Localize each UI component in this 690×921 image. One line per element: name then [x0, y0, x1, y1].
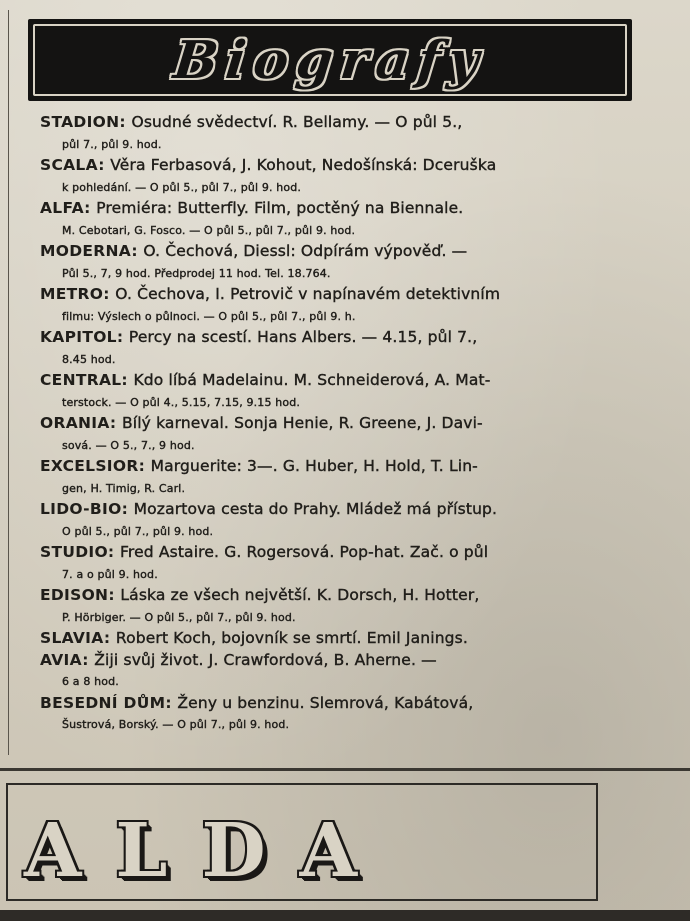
listing-line [40, 241, 640, 263]
listing-line [40, 263, 640, 285]
listing-entry [40, 370, 640, 413]
listing-entry [40, 327, 640, 370]
section-title: Biografy [170, 29, 490, 91]
listing-line [40, 564, 640, 586]
listing-line [40, 155, 640, 177]
section-banner [28, 19, 632, 101]
cinema-name: KAPITOL: [40, 328, 124, 346]
listing-text: filmu: Výslech o půlnoci. — O půl 5., půl 7., půl 9. h. [62, 309, 356, 323]
listing-text: 8.45 hod. [62, 352, 116, 366]
listing-line [40, 392, 640, 414]
listing-line [40, 198, 640, 220]
listing-text: gen, H. Timig, R. Carl. [62, 481, 186, 495]
listing-line [40, 177, 640, 199]
listing-entry [40, 198, 640, 241]
listing-text: Bílý karneval. Sonja Henie, R. Greene, J. Davi- [121, 414, 483, 432]
listing-line [40, 435, 640, 457]
listing-line [40, 671, 640, 693]
listing-text: Půl 5., 7, 9 hod. Předprodej 11 hod. Tel. 18.764. [62, 266, 331, 280]
listing-line [40, 112, 640, 134]
section-banner-frame [33, 24, 627, 96]
cinema-name: SLAVIA: [40, 629, 111, 647]
listing-text: sová. — O 5., 7., 9 hod. [62, 438, 195, 452]
listing-text: Fred Astaire. G. Rogersová. Pop-hat. Zač. o půl [119, 543, 489, 561]
cinema-name: METRO: [40, 285, 110, 303]
listing-line [40, 284, 640, 306]
listing-text: Robert Koch, bojovník se smrtí. Emil Janings. [115, 629, 468, 647]
listing-text: 7. a o půl 9. hod. [62, 567, 158, 581]
listing-entry [40, 628, 640, 650]
listing-text: O půl 5., půl 7., půl 9. hod. [62, 524, 214, 538]
listing-text: Kdo líbá Madelainu. M. Schneiderová, A. Mat- [133, 371, 491, 389]
listing-entry [40, 542, 640, 585]
listing-text: Mozartova cesta do Prahy. Mládež má přístup. [133, 500, 498, 518]
listing-text: 6 a 8 hod. [62, 675, 119, 688]
listing-line [40, 220, 640, 242]
listing-text: Věra Ferbasová, J. Kohout, Nedošínská: Dceruška [110, 156, 497, 174]
listing-line [40, 542, 640, 564]
listing-entry [40, 112, 640, 155]
listing-line [40, 456, 640, 478]
cinema-name: SCALA: [40, 156, 105, 174]
listing-line [40, 521, 640, 543]
listing-text: Šustrová, Borský. — O půl 7., půl 9. hod. [62, 718, 290, 731]
listing-text: Láska ze všech největší. K. Dorsch, H. Hotter, [120, 586, 480, 604]
cinema-name: LIDO-BIO: [40, 500, 129, 518]
cinema-name: EXCELSIOR: [40, 457, 146, 475]
cinema-name: BESEDNÍ DŮM: [40, 693, 172, 712]
listing-text: O. Čechova, I. Petrovič v napínavém detektivním [115, 285, 501, 303]
listing-text: O. Čechová, Diessl: Odpírám výpověď. — [143, 242, 468, 260]
listing-line [40, 628, 640, 650]
listing-text: Ženy u benzinu. Slemrová, Kabátová, [177, 693, 474, 712]
listing-line [40, 306, 640, 328]
column-rule [8, 10, 9, 755]
cinema-name: ALFA: [40, 199, 91, 217]
listing-entry [40, 456, 640, 499]
listing-line [40, 607, 640, 629]
listing-line [40, 349, 640, 371]
listing-text: Osudné svědectví. R. Bellamy. — O půl 5., [131, 113, 463, 131]
listing-entry [40, 499, 640, 542]
listing-line [40, 693, 640, 715]
listing-entry [40, 241, 640, 284]
listing-text: terstock. — O půl 4., 5.15, 7.15, 9.15 hod. [62, 395, 301, 409]
listing-text: Marguerite: 3—. G. Huber, H. Hold, T. Lin- [150, 457, 478, 475]
listing-line [40, 714, 640, 736]
listing-text: k pohledání. — O půl 5., půl 7., půl 9. hod. [62, 180, 302, 194]
listing-text: Premiéra: Butterfly. Film, poctěný na Biennale. [96, 199, 464, 217]
cinema-name: CENTRAL: [40, 371, 128, 389]
listing-line [40, 413, 640, 435]
listing-entry [40, 284, 640, 327]
cinema-name: AVIA: [40, 650, 89, 669]
listing-entry [40, 155, 640, 198]
listing-text: Percy na scestí. Hans Albers. — 4.15, půl 7., [128, 328, 478, 346]
cinema-name: STADION: [40, 113, 126, 131]
cinema-name: MODERNA: [40, 242, 138, 260]
listing-text: P. Hörbiger. — O půl 5., půl 7., půl 9. hod. [62, 610, 296, 624]
listing-line [40, 134, 640, 156]
cinema-name: ORANIA: [40, 414, 117, 432]
listing-text: Žiji svůj život. J. Crawfordová, B. Aherne. — [94, 650, 437, 669]
cinema-name: EDISON: [40, 586, 115, 604]
listing-text: půl 7., půl 9. hod. [62, 137, 162, 151]
listing-entry [40, 585, 640, 628]
cinema-listings [40, 112, 640, 736]
cinema-name: STUDIO: [40, 543, 115, 561]
advertisement-title: ALDA [24, 808, 392, 894]
section-divider [0, 768, 690, 771]
listing-line [40, 650, 640, 672]
listing-line [40, 499, 640, 521]
listing-entry [40, 650, 640, 693]
listing-line [40, 585, 640, 607]
page-bottom-edge [0, 910, 690, 921]
listing-text: M. Cebotari, G. Fosco. — O půl 5., půl 7., půl 9. hod. [62, 223, 356, 237]
listing-entry [40, 693, 640, 736]
listing-line [40, 327, 640, 349]
listing-entry [40, 413, 640, 456]
listing-line [40, 370, 640, 392]
listing-line [40, 478, 640, 500]
